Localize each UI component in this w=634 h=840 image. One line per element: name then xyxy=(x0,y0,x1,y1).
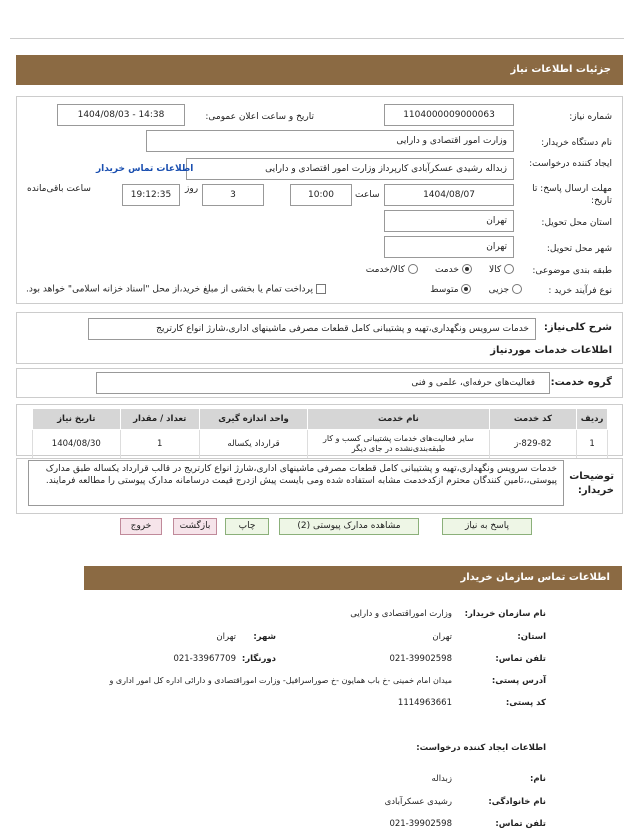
deadline-date-field: 1404/08/07 xyxy=(384,184,514,206)
payment-checkbox[interactable] xyxy=(316,284,326,294)
table-header-row xyxy=(33,409,608,430)
address-label: آدرس پستی: xyxy=(491,676,546,686)
process-label: نوع فرآیند خرید : xyxy=(548,286,612,296)
phone-value: 021-39902598 xyxy=(389,654,452,664)
org-value: وزارت اموراقتصادی و دارایی xyxy=(350,609,452,619)
city-contact-value: تهران xyxy=(216,632,236,642)
buyer-org-field: وزارت امور اقتصادی و دارایی xyxy=(146,130,514,152)
category-radio-group xyxy=(366,264,514,275)
process-radio-group xyxy=(430,284,522,295)
postal-label: کد پستی: xyxy=(505,698,546,708)
contact-section-title: اطلاعات تماس سازمان خریدار xyxy=(84,566,622,590)
postal-value: 1114963661 xyxy=(397,698,452,708)
fax-label: دورنگار: xyxy=(241,654,276,664)
creator-phone-value: 021-39902598 xyxy=(389,819,452,829)
cell-qty: 1 xyxy=(120,430,199,459)
col-unit: واحد اندازه گیری xyxy=(199,409,307,430)
city-field: تهران xyxy=(384,236,514,258)
creator-name-label: نام: xyxy=(529,774,546,784)
announce-date-field: 1404/08/03 - 14:38 xyxy=(57,104,185,126)
reply-button[interactable]: پاسخ به نیاز xyxy=(442,518,532,535)
page-title: جزئیات اطلاعات نیاز xyxy=(16,55,623,85)
creator-family-value: رشیدی عسکرآبادی xyxy=(384,797,452,807)
province-contact-value: تهران xyxy=(432,632,452,642)
buyer-desc-field: خدمات سرویس ونگهداری،تهیه و پشتیبانی کامل قطعات مصرفی ماشینهای اداری،شارژ انواع کارتریج در قالب قرارداد یکساله طبق مدارک پیوستی،،تامین کنندگان محترم ازکدخدمت مشابه استفاده شده ومی بایست پیش ازدرج قیمت درسامانه مدارک پیوستی را مطالعه فرمایند. xyxy=(28,460,564,506)
services-table xyxy=(32,408,608,459)
cell-row: 1 xyxy=(577,430,608,459)
col-name: نام خدمت xyxy=(308,409,489,430)
province-contact-label: استان: xyxy=(517,632,546,642)
radio-icon[interactable] xyxy=(504,264,514,274)
org-label: نام سازمان خریدار: xyxy=(464,609,546,619)
fax-value: 021-33967709 xyxy=(173,654,236,664)
summary-field: خدمات سرویس ونگهداری،تهیه و پشتیبانی کامل قطعات مصرفی ماشینهای اداری،شارژ انواع کارتریج xyxy=(88,318,536,340)
need-number-field: 1104000009000063 xyxy=(384,104,514,126)
remaining-time-field: 19:12:35 xyxy=(122,184,180,206)
payment-note: پرداخت تمام یا بخشی از مبلغ خرید،از محل "اسناد خزانه اسلامی" خواهد بود. xyxy=(26,284,326,295)
creator-label: ایجاد کننده درخواست: xyxy=(529,159,612,169)
creator-info-title: اطلاعات ایجاد کننده درخواست: xyxy=(416,743,546,753)
buyer-contact-link[interactable]: اطلاعات تماس خریدار xyxy=(96,164,194,174)
radio-selected-icon[interactable] xyxy=(461,284,471,294)
creator-name-value: زبداله xyxy=(431,774,452,784)
radio-icon[interactable] xyxy=(408,264,418,274)
cell-code: 829-82-ز xyxy=(489,430,577,459)
announce-date-label: تاریخ و ساعت اعلان عمومی: xyxy=(205,112,314,122)
exit-button[interactable]: خروج xyxy=(120,518,162,535)
province-label: استان محل تحویل: xyxy=(541,218,612,228)
service-group-field: فعالیت‌های حرفه‌ای، علمی و فنی xyxy=(96,372,550,394)
table-row xyxy=(33,430,608,459)
city-contact-label: شهر: xyxy=(253,632,276,642)
province-field: تهران xyxy=(384,210,514,232)
deadline-time-label: ساعت xyxy=(355,190,380,200)
top-divider xyxy=(10,38,624,39)
phone-label: تلفن تماس: xyxy=(495,654,546,664)
deadline-label: مهلت ارسال پاسخ: تا تاریخ: xyxy=(532,184,612,206)
col-code: کد خدمت xyxy=(489,409,577,430)
radio-icon[interactable] xyxy=(512,284,522,294)
deadline-time-field: 10:00 xyxy=(290,184,352,206)
need-number-label: شماره نیاز: xyxy=(569,112,612,122)
creator-family-label: نام خانوادگی: xyxy=(488,797,546,807)
services-section-title: اطلاعات خدمات مورد‌نیاز xyxy=(490,345,612,356)
col-qty: تعداد / مقدار xyxy=(120,409,199,430)
print-button[interactable]: چاپ xyxy=(225,518,269,535)
radio-selected-icon[interactable] xyxy=(462,264,472,274)
creator-phone-label: تلفن تماس: xyxy=(495,819,546,829)
category-label: طبقه بندی موضوعی: xyxy=(532,266,612,276)
buyer-desc-label: توضیحات خریدار: xyxy=(569,471,614,496)
creator-field: زبداله رشیدی عسکرآبادی کارپرداز وزارت امور اقتصادی و دارایی xyxy=(186,158,514,180)
remaining-days-field: 3 xyxy=(202,184,264,206)
address-value: میدان امام خمینی -خ باب همایون -خ صوراسرافیل- وزارت اموراقتصادی و دارائی اداره کل امور اداری و xyxy=(109,676,452,685)
cell-name: سایر فعالیت‌های خدمات پشتیبانی کسب و کار طبقه‌بندی‌نشده در جای دیگر xyxy=(308,430,489,459)
cell-date: 1404/08/30 xyxy=(33,430,121,459)
city-label: شهر محل تحویل: xyxy=(546,244,612,254)
attachments-button[interactable]: مشاهده مدارک پیوستی (2) xyxy=(279,518,419,535)
remaining-time-label: ساعت باقی‌مانده xyxy=(27,184,91,194)
col-row: ردیف xyxy=(577,409,608,430)
summary-label: شرح کلی‌نیاز: xyxy=(543,322,612,333)
cell-unit: قرارداد یکساله xyxy=(199,430,307,459)
remaining-days-label: روز xyxy=(185,184,199,194)
category-option-service[interactable]: خدمت xyxy=(435,265,472,275)
category-option-goods[interactable]: کالا xyxy=(489,265,514,275)
category-option-goods-service[interactable]: کالا/خدمت xyxy=(366,265,418,275)
buyer-org-label: نام دستگاه خریدار: xyxy=(541,138,612,148)
service-group-label: گروه خدمت: xyxy=(550,377,612,388)
process-option-medium[interactable]: متوسط xyxy=(430,285,471,295)
process-option-minor[interactable]: جزیی xyxy=(489,285,522,295)
col-date: تاریخ نیاز xyxy=(33,409,121,430)
back-button[interactable]: بازگشت xyxy=(173,518,217,535)
